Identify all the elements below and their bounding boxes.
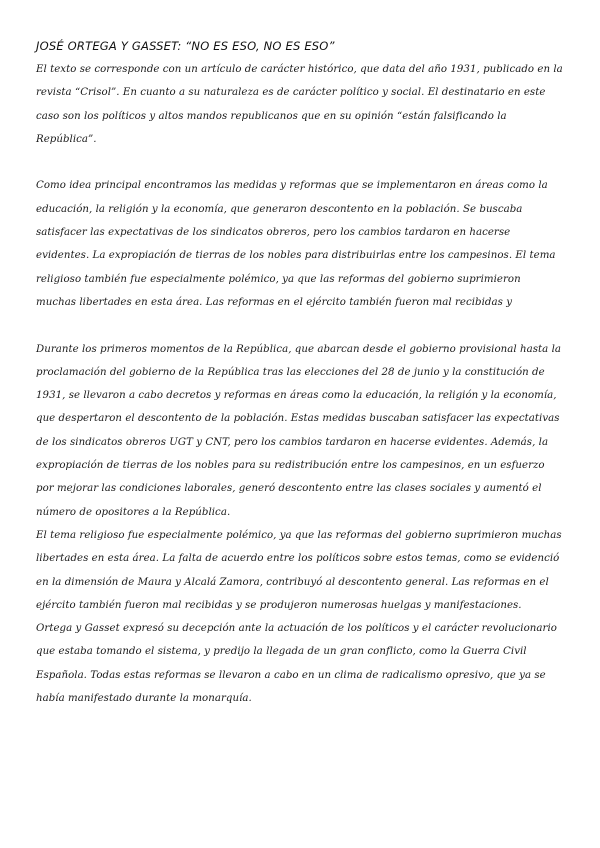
paragraph-conclusion: Ortega y Gasset expresó su decepción ante la actuación de los políticos y el carácter revolucionario que estaba tomando el sistema, y predijo la llegada de un gran conflicto, como la Guerra Civil Española. Todas estas reformas se llevaron a cabo en un clima de radicalismo opresivo, que ya se había manifestado durante la monarquía.	[36, 623, 557, 705]
paragraph-main-idea: Como idea principal encontramos las medidas y reformas que se implementaron en áreas como la educación, la religión y la economía, que generaron descontento en la población. Se buscaba satisfacer las expectativas de los sindicatos obreros, pero los cambios tardaron en hacerse evidentes. La expropiación de tierras de los nobles para distribuirlas entre los campesinos. El tema religioso también fue especialmente polémico, ya que las reformas del gobierno suprimieron muchas libertades en esta área. Las reformas en el ejército también fueron mal recibidas y	[36, 180, 556, 308]
paragraph-gap	[36, 151, 564, 174]
paragraph-introduction: El texto se corresponde con un artículo de carácter histórico, que data del año 1931, publicado en la revista “Crisol”. En cuanto a su naturaleza es de carácter político y social. El destinatario en este caso son los políticos y altos mandos republicanos que en su opinión “están falsificando la República”.	[36, 64, 563, 145]
paragraph-religion: El tema religioso fue especialmente polémico, ya que las reformas del gobierno suprimieron muchas libertades en esta área. La falta de acuerdo entre los políticos sobre estos temas, como se evidenció en la dimensión de Maura y Alcalá Zamora, contribuyó al descontento general. Las reformas en el ejército también fueron mal recibidas y se produjeron numerosas huelgas y manifestaciones.	[36, 529, 562, 611]
paragraph-gap	[36, 314, 564, 337]
document-body	[36, 36, 564, 710]
document-title: JOSÉ ORTEGA Y GASSET: “NO ES ESO, NO ES ESO”	[36, 39, 335, 53]
paragraph-historical-context: Durante los primeros momentos de la República, que abarcan desde el gobierno provisional hasta la proclamación del gobierno de la República tras las elecciones del 28 de junio y la constitución de 1931, se llevaron a cabo decretos y reformas en áreas como la educación, la religión y la economía, que despertaron el descontento de la población. Estas medidas buscaban satisfacer las expectativas de los sindicatos obreros UGT y CNT, pero los cambios tardaron en hacerse evidentes. Además, la expropiación de tierras de los nobles para su redistribución entre los campesinos, en un esfuerzo por mejorar las condiciones laborales, generó descontento entre las clases sociales y aumentó el número de opositores a la República.	[36, 343, 561, 518]
